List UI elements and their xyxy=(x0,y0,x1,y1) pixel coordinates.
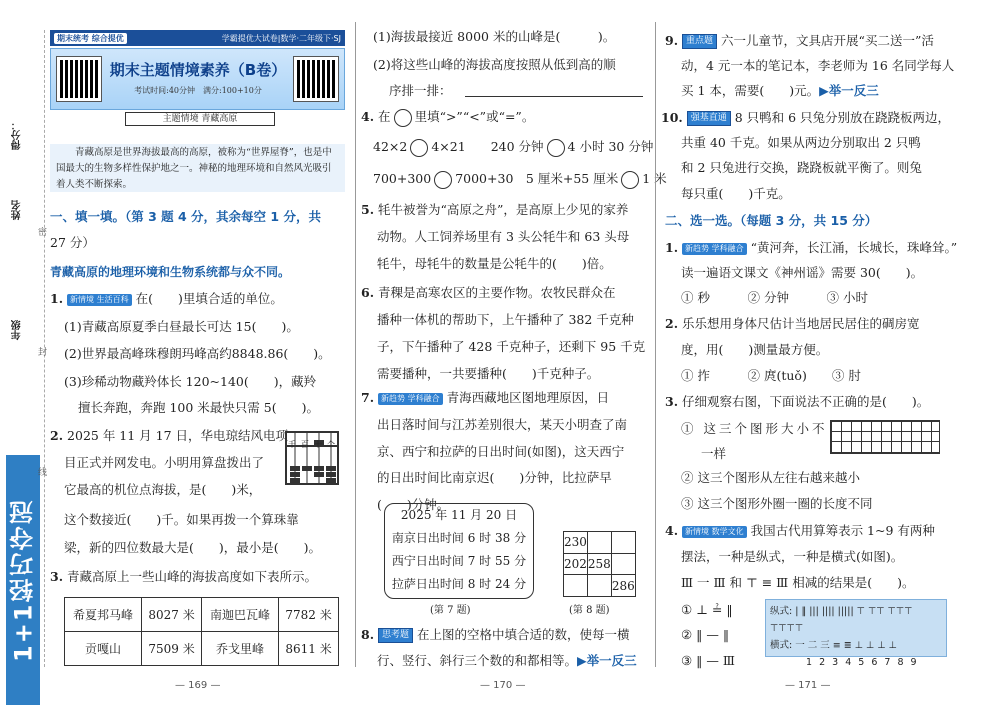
q3-part-2: (2)将这些山峰的海拔高度按照从低到高的顺 xyxy=(373,57,616,72)
question-2c: 它最高的机位点海拔，是( )米， xyxy=(64,482,262,497)
select-4c: Ⅲ 一 Ⅲ 和 ⊤ ≡ Ⅲ 相减的结果是( )。 xyxy=(681,575,915,590)
shape-grid-figure xyxy=(830,420,940,454)
question-9b: 动，4 元一本的笔记本，李老师为 16 名同学每人 xyxy=(681,58,955,73)
question-3: 3. 青藏高原上一些山峰的海拔高度如下表所示。 xyxy=(50,569,318,584)
compare-circle-4[interactable] xyxy=(621,171,639,189)
table-cell: 希夏邦马峰 xyxy=(65,598,142,632)
select-3b: ② 这三个图形从左往右越来越小 xyxy=(681,470,860,485)
question-4: 4. 在 里填“>”“<”或“=”。 xyxy=(361,106,534,128)
compare-circle[interactable] xyxy=(410,139,428,157)
grid-cell: 230 xyxy=(564,532,588,554)
seal-mark: 密 xyxy=(38,228,48,238)
section-subtitle: 青藏高原的地理环境和生物系统都与众不同。 xyxy=(50,265,291,279)
counting-rods-figure xyxy=(765,599,947,668)
question-6b: 播种一体机的帮助下，上午播种了 382 千克种 xyxy=(377,312,634,327)
question-7b: 出日落时间与江苏差别很大，某天小明查了南 xyxy=(377,417,628,432)
question-9c: 买 1 本，需要( )元。▶举一反三 xyxy=(681,83,879,98)
option: ② 分钟 xyxy=(747,290,789,305)
select-4-option-2: ② ‖ — ‖ xyxy=(681,627,730,642)
qr-code-icon-2[interactable] xyxy=(294,57,338,101)
grid-cell: 258 xyxy=(587,553,611,575)
select-1: 1. 新趋势 学科融合 “黄河奔，长江涌，长城长，珠峰耸。” xyxy=(665,240,958,255)
option: ① 拃 xyxy=(681,368,710,383)
grid-cell xyxy=(611,532,635,554)
table-cell: 贡嘎山 xyxy=(65,632,142,666)
q3-part-1: (1)海拔最接近 8000 米的山峰是( )。 xyxy=(373,29,616,44)
compare-circle-2[interactable] xyxy=(547,139,565,157)
abacus-figure xyxy=(285,428,340,486)
name-label: 姓名 xyxy=(12,200,23,220)
grid-cell xyxy=(564,575,588,597)
question-1: 1. 新情境 生活百科 在( )里填合适的单位。 xyxy=(50,291,283,306)
section-1-heading-cont: 27 分） xyxy=(50,235,95,250)
select-3: 3. 仔细观察右图，下面说法不正确的是( )。 xyxy=(665,394,930,409)
option: ③ 小时 xyxy=(826,290,868,305)
seal-mark-3: 线 xyxy=(38,468,48,478)
practice-link-2[interactable]: ▶举一反三 xyxy=(819,83,879,98)
compare-1: 42×2 4×21 240 分钟 4 小时 30 分钟 xyxy=(373,136,653,158)
peak-table xyxy=(64,597,339,666)
table-cell: 8611 米 xyxy=(279,632,339,666)
select-1-options xyxy=(681,287,868,309)
select-3a-cont: 一样 xyxy=(701,446,727,461)
title-banner xyxy=(50,48,345,110)
question-2b: 目正式并网发电。小明用算盘拨出了 xyxy=(64,455,265,470)
exam-meta: 考试时间:40分钟 满分:100+10分 xyxy=(134,86,262,95)
section-2-heading: 二、选一选。（每题 3 分，共 15 分） xyxy=(665,213,878,228)
question-10c: 和 2 只兔进行交换，跷跷板就平衡了。则兔 xyxy=(681,160,922,175)
exam-title: 期末主题情境素养（B卷） xyxy=(109,61,287,79)
question-5b: 动物。人工饲养场里有 3 头公牦牛和 63 头母 xyxy=(377,229,630,244)
magic-square[interactable] xyxy=(563,531,636,597)
grid-cell xyxy=(587,575,611,597)
sunrise-times-box xyxy=(384,503,534,599)
question-7c: 京、西宁和拉萨的日出时间(如图)，这天西宁 xyxy=(377,444,625,459)
select-4: 4. 新情境 数学文化 我国古代用算筹表示 1~9 有两种 xyxy=(665,523,935,538)
qr-code-icon[interactable] xyxy=(57,57,101,101)
score-label: 得分： xyxy=(12,120,23,150)
select-1b: 读一遍语文课文《神州谣》需要 30( )。 xyxy=(681,265,924,280)
page-number: — 169 — xyxy=(175,680,221,691)
select-2-options xyxy=(681,365,861,387)
question-2e: 梁，新的四位数最大是( )，最小是( )。 xyxy=(64,540,322,555)
question-1c: (3)珍稀动物藏羚体长 120~140( )，藏羚 xyxy=(64,374,317,389)
question-6: 6. 青稞是高寒农区的主要作物。农牧民群众在 xyxy=(361,285,616,300)
grid-cell xyxy=(611,553,635,575)
class-label: 年级 xyxy=(12,320,23,340)
page-169 xyxy=(0,0,355,707)
table-cell: 南迦巴瓦峰 xyxy=(201,598,278,632)
seal-mark-2: 封 xyxy=(38,348,48,358)
section-1-heading: 一、填一填。（第 3 题 4 分，其余每空 1 分，共 xyxy=(50,209,321,224)
exam-tag: 期末统考 综合提优 xyxy=(54,33,127,44)
brand-strip: 1+1轻巧夺冠 xyxy=(6,455,40,705)
table-cell: 乔戈里峰 xyxy=(201,632,278,666)
question-2d: 这个数接近( )千。如果再拨一个算珠靠 xyxy=(64,512,299,527)
intro-paragraph: 青藏高原是世界海拔最高的高原，被称为“世界屋脊”，也是中国最大的生物多样性保护地之一。神秘的地理环境和自然风光吸引着人类不断探索。 xyxy=(50,144,345,192)
select-4b: 摆法，一种是纵式，一种是横式(如图)。 xyxy=(681,549,904,564)
caption-8: (第 8 题) xyxy=(569,605,610,616)
question-1b: (2)世界最高峰珠穆朗玛峰高约8848.86( )。 xyxy=(64,346,331,361)
rods-vertical: 纵式: | ‖ ||| |||| ||||| ⊤ ⊤⊤ ⊤⊤⊤ ⊤⊤⊤⊤ xyxy=(770,606,913,634)
series-name: 学霸提优大试卷|数学·二年级下·SJ xyxy=(221,33,341,43)
table-cell: 7509 米 xyxy=(142,632,202,666)
question-8: 8. 思考题 在上图的空格中填合适的数，使每一横 xyxy=(361,627,630,642)
select-4-option-3: ③ ‖ — Ⅲ xyxy=(681,653,735,668)
page-170 xyxy=(355,0,667,707)
abacus-labels: 千百十个 xyxy=(288,440,340,449)
theme-label: 主题情境 青藏高原 xyxy=(125,112,275,126)
compare-2: 700+300 7000+30 5 厘米+55 厘米 1 米 xyxy=(373,168,667,190)
select-2b: 度，用( )测量最方便。 xyxy=(681,342,829,357)
question-7: 7. 新趋势 学科融合 青海西藏地区图地理原因，日 xyxy=(361,390,610,405)
table-cell: 7782 米 xyxy=(279,598,339,632)
option: ② 庹(tuǒ) xyxy=(747,368,807,383)
time-nanjing: 南京日出时间 6 时 38 分 xyxy=(391,531,527,545)
binding-spine xyxy=(0,0,48,707)
q3-part-2-cont: 序排一排： xyxy=(389,83,452,98)
rods-horizontal: 横式: 一 二 三 ≡ ≣ ⊥ ⊥ ⊥ ⊥ xyxy=(770,640,897,651)
question-5: 5. 牦牛被誉为“高原之舟”，是高原上少见的家养 xyxy=(361,202,629,217)
time-lhasa: 拉萨日出时间 8 时 24 分 xyxy=(391,577,527,591)
question-10b: 共重 40 千克。如果从两边分别取出 2 只鸭 xyxy=(681,135,921,150)
page-number-2: — 170 — xyxy=(480,680,526,691)
grid-cell: 286 xyxy=(611,575,635,597)
question-10d: 每只重( )千克。 xyxy=(681,186,791,201)
question-5c: 牦牛，母牦牛的数量是公牦牛的( )倍。 xyxy=(377,256,612,271)
select-3a: ① 这三个图形大小不 xyxy=(681,421,828,436)
question-2: 2. 2025 年 11 月 17 日，华电琼结风电项 xyxy=(50,428,289,443)
table-cell: 8027 米 xyxy=(142,598,202,632)
question-8b: 行、竖行、斜行三个数的和都相等。▶举一反三 xyxy=(377,653,637,668)
question-6c: 子，下午播种了 428 千克种子，还剩下 95 千克 xyxy=(377,339,646,354)
question-9: 9. 重点题 六一儿童节，文具店开展“买二送一”活 xyxy=(665,33,934,48)
option: ③ 肘 xyxy=(831,368,861,383)
question-7e: ( )分钟。 xyxy=(377,497,450,512)
rods-numbers: 1 2 3 4 5 6 7 8 9 xyxy=(806,657,917,668)
question-7d: 的日出时间比南京迟( )分钟，比拉萨早 xyxy=(377,470,612,485)
select-2: 2. 乐乐想用身体尺估计当地居民居住的碉房宽 xyxy=(665,316,920,331)
answer-line[interactable] xyxy=(465,96,643,97)
times-date: 2025 年 11 月 20 日 xyxy=(400,508,518,522)
time-xining: 西宁日出时间 7 时 55 分 xyxy=(391,554,527,568)
compare-circle-3[interactable] xyxy=(434,171,452,189)
select-3c: ③ 这三个图形外圈一圈的长度不同 xyxy=(681,496,873,511)
caption-7: (第 7 题) xyxy=(430,605,471,616)
grid-cell xyxy=(587,532,611,554)
page-number-3: — 171 — xyxy=(785,680,831,691)
question-1d: 擅长奔跑，奔跑 100 米最快只需 5( )。 xyxy=(78,400,319,415)
option: ① 秒 xyxy=(681,290,710,305)
select-4-option-1: ① ⊥ ≟ ‖ xyxy=(681,602,733,617)
grid-cell: 202 xyxy=(564,553,588,575)
question-10: 10. 强基直通 8 只鸭和 6 只兔分别放在跷跷板两边， xyxy=(661,110,951,125)
top-header xyxy=(50,30,345,46)
question-1a: (1)青藏高原夏季白昼最长可达 15( )。 xyxy=(64,319,299,334)
practice-link[interactable]: ▶举一反三 xyxy=(577,653,637,668)
question-6d: 需要播种，一共要播种( )千克种子。 xyxy=(377,366,600,381)
